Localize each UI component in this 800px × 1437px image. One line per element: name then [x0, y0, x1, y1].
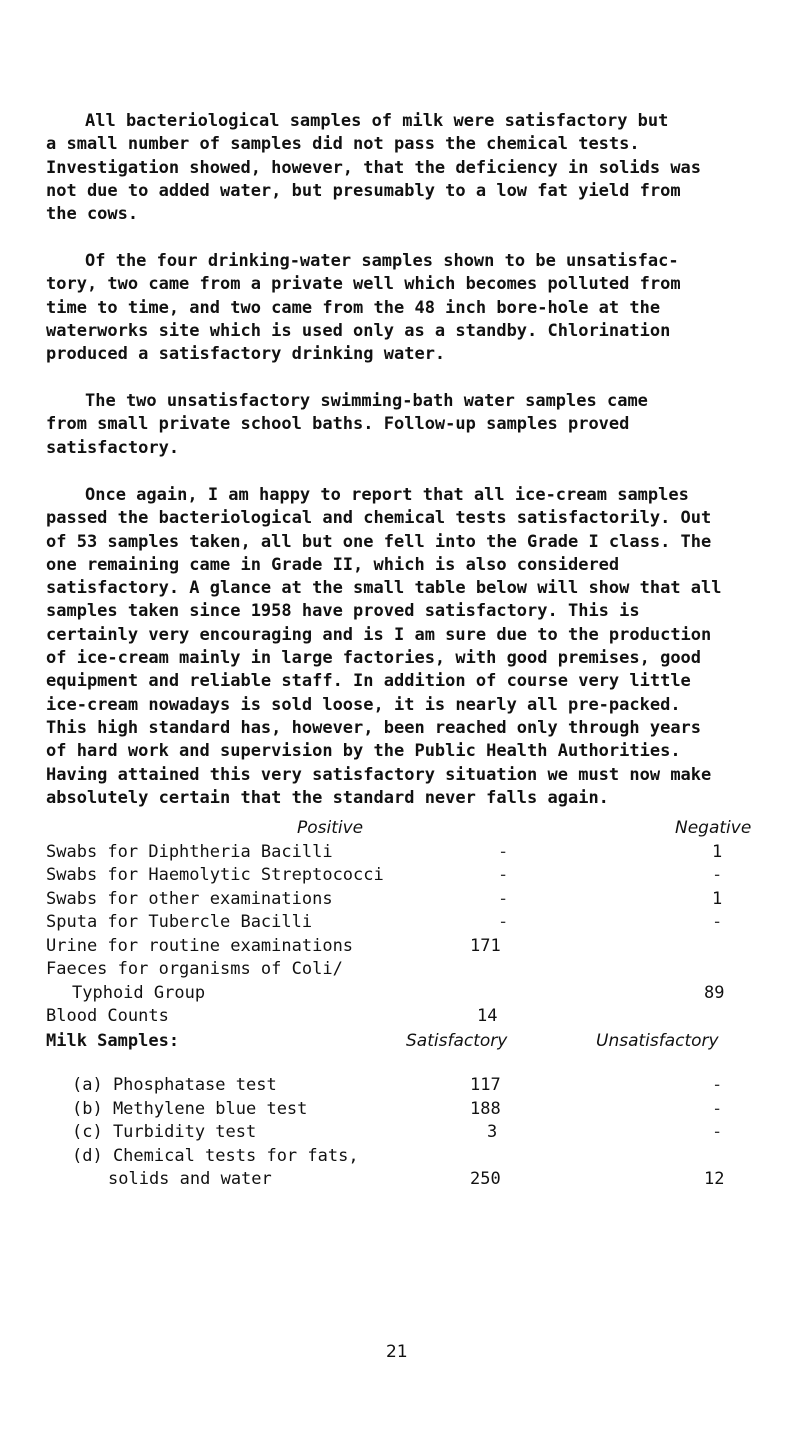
milk-samples-table — [46, 1030, 786, 1192]
text-line: a small number of samples did not pass the chemical tests. — [46, 134, 640, 155]
text-line: absolutely certain that the standard never falls again. — [46, 787, 609, 808]
negative-value: 89 — [704, 982, 725, 1003]
paragraph-ice-cream — [46, 484, 786, 810]
text-line: Once again, I am happy to report that all ice-cream samples — [85, 485, 689, 505]
row-label: Urine for routine examinations — [46, 935, 354, 956]
text-line: Having attained this very satisfactory situation we must now make — [46, 764, 712, 785]
text-line: ice-cream nowadays is sold loose, it is nearly all pre-packed. — [46, 694, 681, 715]
text-line: Of the four drinking-water samples shown to be unsatisfac- — [85, 251, 679, 271]
row-label: Sputa for Tubercle Bacilli — [46, 912, 313, 932]
specimens-table-row — [46, 1005, 786, 1029]
unsatisfactory-value: - — [712, 1122, 723, 1142]
negative-column-header: Negative — [675, 818, 752, 838]
satisfactory-value: 250 — [470, 1169, 501, 1189]
row-label: Swabs for other examinations — [46, 888, 333, 909]
milk-table-row — [46, 1098, 786, 1122]
text-line: satisfactory. — [46, 437, 180, 458]
text-line: tory, two came from a private well which becomes polluted from — [46, 274, 681, 295]
positive-value: 14 — [477, 1006, 498, 1026]
text-line: equipment and reliable staff. In addition of course very little — [46, 671, 691, 692]
text-line: produced a satisfactory drinking water. — [46, 344, 446, 365]
text-line: This high standard has, however, been reached only through years — [46, 717, 702, 738]
milk-table-row — [46, 1168, 786, 1192]
positive-column-header: Positive — [297, 818, 364, 838]
text-line: All bacteriological samples of milk were satisfactory but — [85, 111, 669, 131]
milk-table-row — [46, 1145, 786, 1169]
specimens-table-header — [46, 817, 786, 841]
text-line: of ice-cream mainly in large factories, with good premises, good — [46, 648, 702, 669]
text-line: the cows. — [46, 204, 139, 225]
row-label: (c) Turbidity test — [72, 1122, 257, 1142]
paragraph-swimming-bath — [46, 390, 786, 460]
positive-value: - — [498, 888, 509, 909]
specimens-table — [46, 817, 786, 1029]
positive-value: 171 — [470, 935, 501, 956]
milk-samples-title: Milk Samples: — [46, 1031, 180, 1051]
specimens-table-row — [46, 935, 786, 959]
text-line: one remaining came in Grade II, which is also considered — [46, 554, 620, 575]
text-line: time to time, and two came from the 48 inch bore-hole at the — [46, 297, 661, 318]
negative-value: 1 — [712, 888, 723, 909]
negative-value: - — [712, 865, 723, 885]
row-label: solids and water — [108, 1169, 272, 1189]
milk-table-header — [46, 1030, 786, 1074]
specimens-table-row — [46, 958, 786, 982]
specimens-table-row — [46, 911, 786, 935]
positive-value: - — [498, 865, 509, 885]
text-line: satisfactory. A glance at the small table below will show that all — [46, 578, 722, 599]
negative-value: - — [712, 912, 723, 932]
satisfactory-value: 188 — [470, 1098, 501, 1119]
unsatisfactory-value: - — [712, 1098, 723, 1119]
text-line: waterworks site which is used only as a standby. Chlorination — [46, 320, 671, 341]
specimens-table-row — [46, 841, 786, 865]
text-line: certainly very encouraging and is I am sure due to the production — [46, 624, 712, 645]
specimens-table-row — [46, 982, 786, 1006]
row-label: (d) Chemical tests for fats, — [72, 1145, 359, 1166]
text-line: from small private school baths. Follow-up samples proved — [46, 414, 630, 435]
milk-table-row — [46, 1074, 786, 1098]
text-line: samples taken since 1958 have proved satisfactory. This is — [46, 601, 640, 622]
row-label: (b) Methylene blue test — [72, 1098, 308, 1119]
specimens-table-row — [46, 888, 786, 912]
satisfactory-value: 3 — [487, 1122, 498, 1142]
text-line: Investigation showed, however, that the deficiency in solids was — [46, 157, 702, 178]
unsatisfactory-value: - — [712, 1075, 723, 1095]
text-line: not due to added water, but presumably to a low fat yield from — [46, 180, 681, 201]
row-label: Typhoid Group — [72, 982, 206, 1003]
milk-table-row — [46, 1121, 786, 1145]
row-label: (a) Phosphatase test — [72, 1075, 277, 1095]
satisfactory-column-header: Satisfactory — [406, 1031, 508, 1051]
row-label: Swabs for Diphtheria Bacilli — [46, 841, 333, 862]
row-label: Blood Counts — [46, 1006, 169, 1026]
negative-value: 1 — [712, 841, 723, 862]
text-line: of hard work and supervision by the Public Health Authorities. — [46, 741, 681, 762]
unsatisfactory-column-header: Unsatisfactory — [596, 1031, 719, 1051]
text-line: passed the bacteriological and chemical tests satisfactorily. Out — [46, 508, 712, 529]
paragraph-drinking-water — [46, 250, 786, 366]
page-number: 21 — [386, 1342, 408, 1362]
satisfactory-value: 117 — [470, 1075, 501, 1095]
row-label: Faeces for organisms of Coli/ — [46, 959, 343, 979]
text-line: of 53 samples taken, all but one fell into the Grade I class. The — [46, 531, 712, 552]
specimens-table-row — [46, 864, 786, 888]
row-label: Swabs for Haemolytic Streptococci — [46, 865, 384, 885]
positive-value: - — [498, 912, 509, 932]
text-line: The two unsatisfactory swimming-bath water samples came — [85, 391, 648, 411]
unsatisfactory-value: 12 — [704, 1169, 725, 1189]
paragraph-milk — [46, 110, 786, 226]
positive-value: - — [498, 841, 509, 862]
